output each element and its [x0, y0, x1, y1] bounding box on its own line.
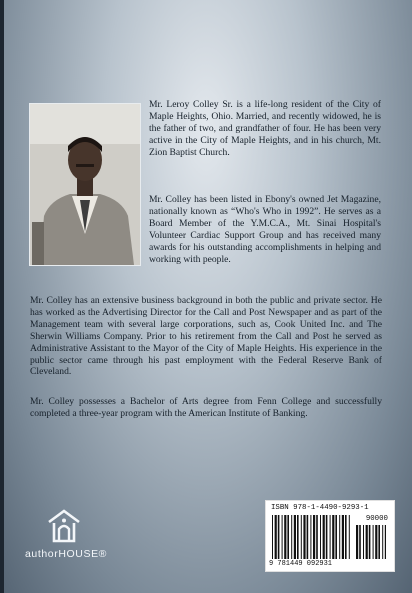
bio-paragraph-2: Mr. Colley has been listed in Ebony's owned Jet Magazine, nationally known as “Who's Who in 1992”. He serves as a Board Member of the Y.M.C.A., Mt. Sinai Hospital's Volunteer Cardiac Support Group and has received many awards for his outstanding accomplishments in helping and working with people. [149, 194, 381, 265]
barcode-stripe [373, 525, 374, 559]
barcode-stripe [342, 515, 344, 559]
cover-spine-edge [0, 0, 4, 593]
barcode-stripe [356, 525, 358, 559]
barcode-stripe [359, 525, 361, 559]
bio-paragraph-3: Mr. Colley has an extensive business background in both the public and private sector. He has worked as the Advertising Director for the Call and Post Newspaper and as part of the Management team with several large corporations, such as, Cook United Inc. and The Sherwin Williams Company. Prior to his retirement from the Call and Post he served as Administrative Assistant to the Mayor of the City of Maple Heights. His experience in the public sector came through his past employment with the Federal Reserve Bank of Cleveland. [30, 295, 382, 378]
price-barcode [356, 525, 386, 559]
publisher-logo [24, 508, 108, 574]
barcode-stripe [297, 515, 299, 559]
barcode-stripe [349, 515, 350, 559]
barcode-stripe [345, 515, 347, 559]
barcode-stripe [330, 515, 331, 559]
barcode-stripe [369, 525, 371, 559]
bio-paragraph-4: Mr. Colley possesses a Bachelor of Arts degree from Fenn College and successfully completed a three-year program with the American Institute of Banking. [30, 396, 382, 419]
barcode-stripe [272, 515, 273, 559]
author-photo [29, 103, 141, 266]
barcode-stripe [301, 515, 302, 559]
barcode-stripe [375, 525, 377, 559]
publisher-name: authorHOUSE® [24, 548, 108, 560]
barcode-stripe [385, 525, 386, 559]
barcode-stripe [316, 515, 318, 559]
house-book-icon [46, 508, 82, 544]
bio-paragraph-1: Mr. Leroy Colley Sr. is a life-long resident of the City of Maple Heights, Ohio. Married, and recently widowed, he is the father of two, and grandfather of four. He has been very active in the City of Maple Heights, and in his church, Mt. Zion Baptist Church. [149, 99, 381, 158]
barcode-stripe [335, 515, 337, 559]
barcode-stripe [275, 515, 277, 559]
barcode-stripe [339, 515, 340, 559]
barcode-stripe [294, 515, 296, 559]
barcode-stripe [323, 515, 325, 559]
barcode-stripe [303, 515, 305, 559]
barcode-stripe [332, 515, 334, 559]
barcode-stripe [284, 515, 286, 559]
barcode-stripe [378, 525, 380, 559]
barcode-stripe [326, 515, 328, 559]
barcode-stripe [310, 515, 311, 559]
barcode-stripe [287, 515, 289, 559]
ean-barcode [272, 515, 350, 559]
barcode-stripe [313, 515, 315, 559]
barcode-stripe [291, 515, 292, 559]
barcode-stripe [366, 525, 368, 559]
barcode-digits: 9 781449 092931 [269, 560, 333, 568]
barcode-stripe [307, 515, 309, 559]
barcode-stripe [382, 525, 383, 559]
barcode-stripe [278, 515, 280, 559]
barcode-stripe [320, 515, 321, 559]
barcode-stripe [363, 525, 364, 559]
barcode-stripe [282, 515, 283, 559]
barcode-panel [265, 500, 395, 572]
isbn-text: ISBN 978-1-4490-9293-1 [271, 504, 369, 512]
price-code: 90000 [365, 515, 388, 523]
